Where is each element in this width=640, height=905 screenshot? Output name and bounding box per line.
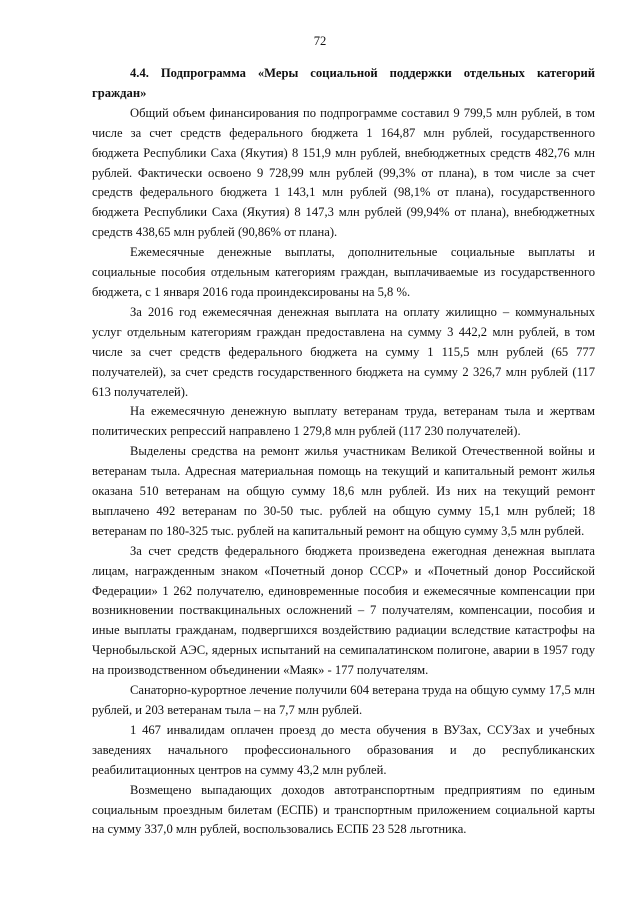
paragraph-transport-compensation: Возмещено выпадающих доходов автотранспортным предприятиям по единым социальным проездным билетам (ЕСПБ) и транспортным приложением социальной карты на сумму 337,0 млн рублей, воспользовались ЕСПБ 23 528 льготника. [92, 782, 595, 837]
paragraph-veterans-monthly-payment: На ежемесячную денежную выплату ветеранам труда, ветеранам тыла и жертвам политических репрессий направлено 1 279,8 млн рублей (117 230 получателей). [92, 404, 595, 439]
page-number: 72 [313, 34, 327, 48]
section-heading: 4.4. Подпрограмма «Меры социальной поддержки отдельных категорий граждан» [92, 66, 595, 100]
paragraph-sanatorium: Санаторно-курортное лечение получили 604 ветерана труда на общую сумму 17,5 млн рублей, и 203 ветеранам тыла – на 7,7 млн рублей. [92, 683, 595, 717]
paragraph-financing-total: Общий объем финансирования по подпрограмме составил 9 799,5 млн рублей, в том числе за счет средств федерального бюджета 1 164,87 млн рублей, государственного бюджета Республики Саха (Якутия) 8 151,9 млн рублей, внебюджетных средств 482,76 млн рублей. Фактически освоено 9 728,99 млн рублей (99,3% от плана), в том числе за счет средств федерального бюджета 1 143,1 млн рублей (98,1% от плана), государственного бюджета Республики Саха (Якутия) 8 147,3 млн рублей (99,94% от плана), внебюджетных средств 438,65 млн рублей (90,86% от плана). [92, 105, 595, 240]
paragraph-housing-payments: За 2016 год ежемесячная денежная выплата на оплату жилищно – коммунальных услуг отдельным категориям граждан предоставлена на сумму 3 442,2 млн рублей, в том числе за счет средств федерального бюджета на сумму 1 115,5 млн рублей (65 777 получателей), за счет средств государственного бюджета на сумму 2 326,7 млн рублей (117 613 получателей). [92, 304, 595, 399]
paragraph-indexation: Ежемесячные денежные выплаты, дополнительные социальные выплаты и социальные пособия отдельным категориям граждан, выплачиваемые из государственного бюджета, с 1 января 2016 года проиндексированы на 5,8 %. [92, 245, 595, 299]
paragraph-disabled-travel: 1 467 инвалидам оплачен проезд до места обучения в ВУЗах, ССУЗах и учебных заведениях начального профессионального образования и до республиканских реабилитационных центров на сумму 43,2 млн рублей. [92, 722, 595, 777]
paragraph-federal-payments: За счет средств федерального бюджета произведена ежегодная денежная выплата лицам, награжденным знаком «Почетный донор СССР» и «Почетный донор Российской Федерации» 1 262 получателю, единовременные пособия и ежемесячные компенсации при возникновении поствакцинальных осложнений – 7 получателям, компенсации, пособия и иные выплаты гражданам, подвергшихся воздействию радиации вследствие катастрофы на Чернобыльской АЭС, ядерных испытаний на семипалатинском полигоне, аварии в 1957 году на производственном объединении «Маяк» - 177 получателям. [92, 543, 595, 678]
paragraph-housing-repair: Выделены средства на ремонт жилья участникам Великой Отечественной войны и ветеранам тыла. Адресная материальная помощь на текущий и капитальный ремонт жилья оказана 510 ветеранам на общую сумму 18,6 млн рублей. Из них на текущий ремонт выплачено 492 ветеранам по 30-50 тыс. рублей на общую сумму 15,1 млн рублей; 18 ветеранам по 180-325 тыс. рублей на капитальный ремонт на общую сумму 3,5 млн рублей. [92, 444, 595, 538]
section-body [92, 64, 595, 840]
